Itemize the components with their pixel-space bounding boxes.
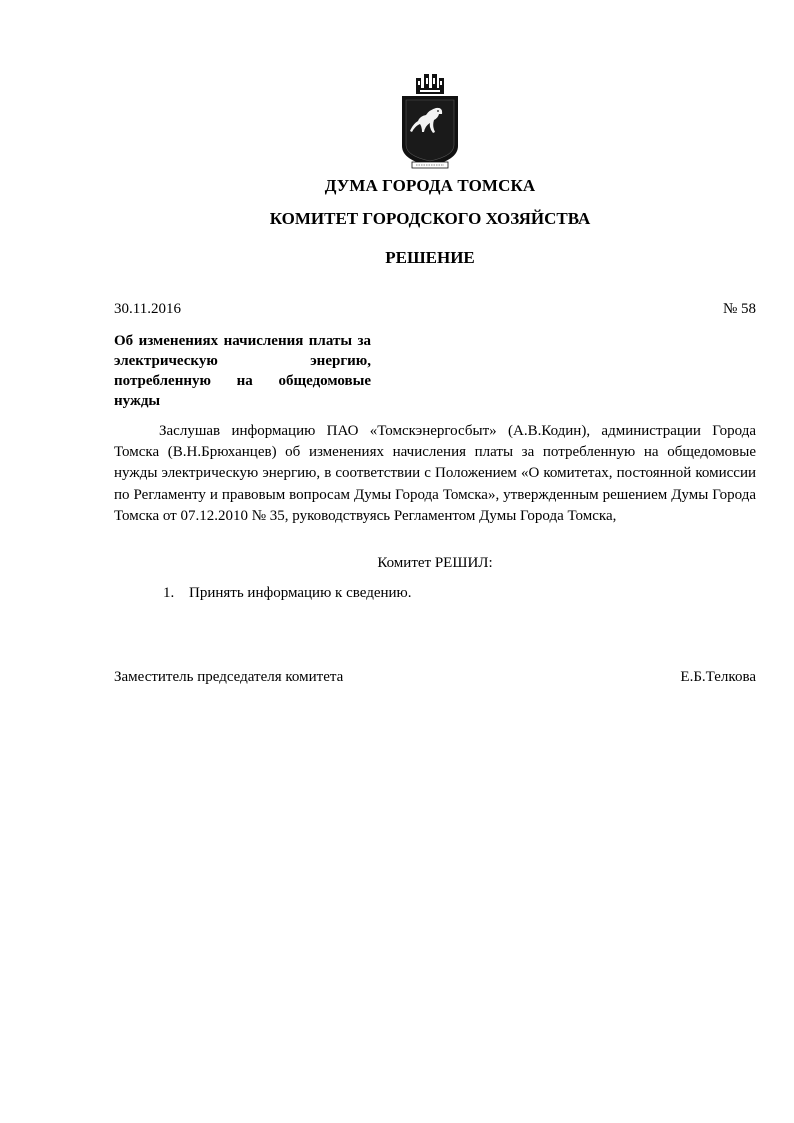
document-date: 30.11.2016 <box>114 301 181 317</box>
document-type-title: РЕШЕНИЕ <box>385 248 475 267</box>
document-subject: Об изменениях начисления платы за электрическую энергию, потребленную на общедомовые нужды <box>114 333 371 409</box>
committee-title: КОМИТЕТ ГОРОДСКОГО ХОЗЯЙСТВА <box>269 209 591 228</box>
resolution-heading: Комитет РЕШИЛ: <box>377 555 493 571</box>
body-paragraph: Заслушав информацию ПАО «Томскэнергосбыт» (А.В.Кодин), администрации Города Томска (В.Н.Брюханцев) об изменениях начисления платы за потребленную на общедомовые нужды электрическую энергию, в соответствии с Положением «О комитетах, постоянной комиссии по Регламенту и правовым вопросам Думы Города Томска», утвержденным решением Думы Города Томска от 07.12.2010 № 35, руководствуясь Регламентом Думы Города Томска, <box>114 423 756 524</box>
list-item-number: 1. <box>163 585 175 601</box>
organization-title: ДУМА ГОРОДА ТОМСКА <box>324 176 536 195</box>
body-text <box>114 421 756 527</box>
list-item-text: Принять информацию к сведению. <box>189 585 412 601</box>
signer-name: Е.Б.Телкова <box>680 669 756 685</box>
list-item <box>163 585 412 602</box>
document-number: № 58 <box>722 301 756 317</box>
tomsk-coat-of-arms-icon <box>398 72 462 172</box>
signer-role: Заместитель председателя комитета <box>114 669 344 685</box>
